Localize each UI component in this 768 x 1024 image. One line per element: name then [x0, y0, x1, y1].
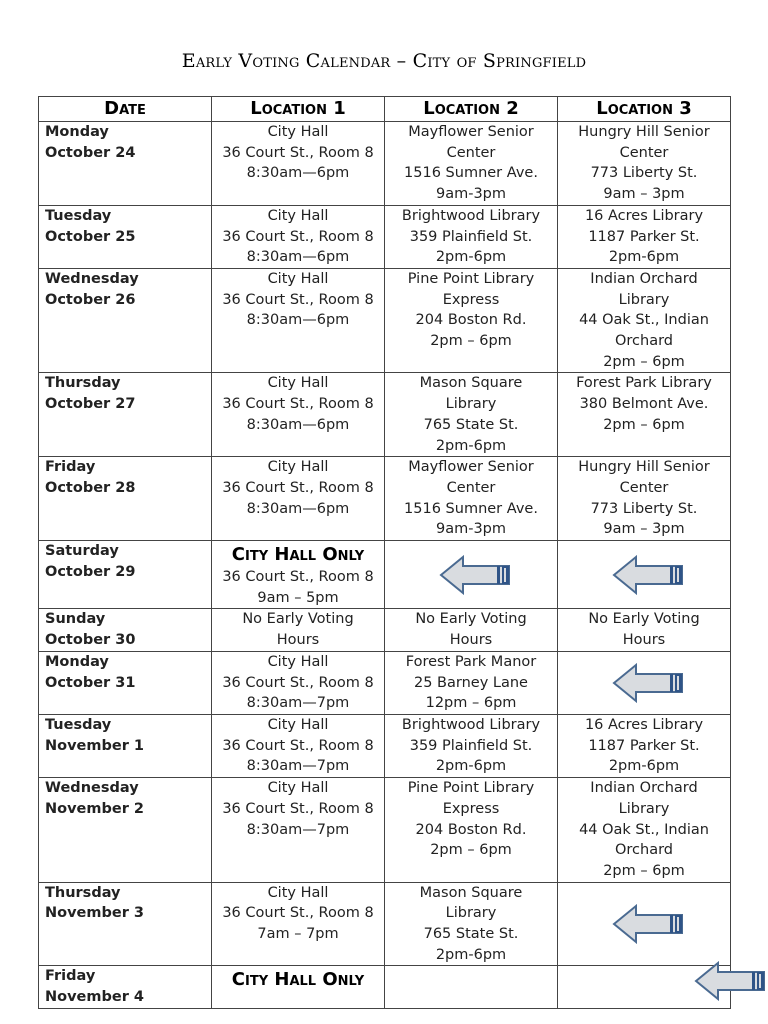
location-3-cell: [558, 457, 731, 541]
location-line: City Hall: [267, 375, 329, 392]
header-location-1: Location 1: [212, 97, 385, 122]
date-value: October 29: [45, 563, 136, 580]
location-line: Hungry Hill Senior: [578, 459, 710, 476]
location-2-cell: [385, 778, 558, 883]
location-line: City Hall: [267, 884, 329, 901]
location-line: 36 Court St., Room 8: [222, 396, 374, 413]
location-line: 36 Court St., Room 8: [222, 228, 374, 245]
location-line: 2pm – 6pm: [430, 333, 512, 350]
table-row: [39, 966, 731, 1008]
date-cell: [39, 268, 212, 373]
location-2-cell: [385, 609, 558, 651]
location-line: No Early Voting: [242, 611, 354, 628]
location-line: City Hall: [267, 207, 329, 224]
early-voting-table: [38, 96, 731, 1009]
location-line: Pine Point Library: [407, 270, 535, 287]
day-name: Tuesday: [45, 716, 112, 733]
day-name: Thursday: [45, 884, 121, 901]
date-value: October 31: [45, 674, 136, 691]
table-row: [39, 268, 731, 373]
header-location-2: Location 2: [385, 97, 558, 122]
location-line: 773 Liberty St.: [590, 165, 698, 182]
location-line: Pine Point Library: [407, 780, 535, 797]
date-value: November 3: [45, 905, 144, 922]
header-date: Date: [39, 97, 212, 122]
location-line: 380 Belmont Ave.: [579, 396, 709, 413]
table-row: [39, 541, 731, 609]
location-line: Mason Square: [419, 375, 523, 392]
location-line: 773 Liberty St.: [590, 500, 698, 517]
location-1-cell: [212, 778, 385, 883]
location-line: 25 Barney Lane: [414, 674, 528, 691]
location-line: 359 Plainfield St.: [409, 737, 533, 754]
table-row: [39, 609, 731, 651]
location-line: Express: [442, 291, 500, 308]
left-arrow-icon: [694, 961, 768, 1001]
location-line: Hours: [276, 632, 320, 649]
location-line: 9am – 3pm: [603, 521, 685, 538]
date-value: October 25: [45, 228, 136, 245]
date-cell: [39, 609, 212, 651]
table-row: [39, 651, 731, 714]
location-2-cell: [385, 122, 558, 206]
location-line: 1516 Sumner Ave.: [404, 500, 538, 517]
location-2-cell: [385, 457, 558, 541]
location-line: 8:30am—6pm: [246, 249, 350, 266]
location-line: Mayflower Senior: [408, 124, 534, 140]
location-3-cell: [558, 268, 731, 373]
left-arrow-icon: [435, 555, 515, 595]
date-cell: [39, 373, 212, 457]
location-line: City Hall: [267, 716, 329, 733]
date-value: October 26: [45, 291, 136, 308]
page-title: Early Voting Calendar – City of Springfield: [181, 50, 587, 72]
location-line: 44 Oak St., Indian: [579, 312, 709, 329]
location-2-cell: [385, 714, 558, 777]
location-line: Center: [446, 144, 496, 161]
table-row: [39, 778, 731, 883]
location-line: Library: [445, 396, 497, 413]
location-2-cell: [385, 373, 558, 457]
location-line: 765 State St.: [423, 416, 519, 433]
location-2-cell: [385, 882, 558, 966]
location-1-cell: [212, 205, 385, 268]
date-cell: [39, 205, 212, 268]
location-line: Center: [619, 479, 669, 496]
date-value: November 4: [45, 989, 144, 1006]
location-line: Mason Square: [419, 884, 523, 901]
location-1-cell: [212, 609, 385, 651]
location-line: 8:30am—7pm: [246, 758, 350, 775]
location-line: Indian Orchard: [590, 780, 698, 797]
location-line: 36 Court St., Room 8: [222, 479, 374, 496]
location-line: 2pm – 6pm: [603, 416, 685, 433]
date-value: October 30: [45, 632, 136, 649]
location-line: 204 Boston Rd.: [415, 312, 527, 329]
location-line: 44 Oak St., Indian: [579, 821, 709, 838]
table-row: [39, 882, 731, 966]
location-line: Mayflower Senior: [408, 459, 534, 476]
location-3-cell: [558, 122, 731, 206]
location-line: 36 Court St., Room 8: [222, 144, 374, 161]
location-line: 2pm-6pm: [608, 249, 680, 266]
location-line: 2pm-6pm: [435, 437, 507, 454]
location-line: 9am – 5pm: [257, 589, 339, 606]
table-row: [39, 373, 731, 457]
header-row: [39, 97, 731, 122]
location-2-cell: [385, 268, 558, 373]
date-value: October 24: [45, 144, 136, 161]
location-line: Forest Park Library: [576, 375, 712, 392]
location-1-cell: [212, 882, 385, 966]
location-line: 2pm – 6pm: [603, 353, 685, 370]
day-name: Monday: [45, 124, 109, 140]
location-line: 36 Court St., Room 8: [222, 737, 374, 754]
location-line: 12pm – 6pm: [425, 695, 517, 712]
location-line: 9am – 3pm: [603, 186, 685, 203]
date-cell: [39, 651, 212, 714]
location-line: 8:30am—6pm: [246, 500, 350, 517]
location-line: Brightwood Library: [401, 207, 541, 224]
location-line: City Hall: [267, 459, 329, 476]
table-row: [39, 122, 731, 206]
location-line: 204 Boston Rd.: [415, 821, 527, 838]
date-value: October 28: [45, 479, 136, 496]
location-line: 8:30am—6pm: [246, 416, 350, 433]
location-line: Forest Park Manor: [405, 653, 537, 670]
location-line: Library: [445, 905, 497, 922]
location-line: 16 Acres Library: [584, 716, 704, 733]
day-name: Monday: [45, 653, 109, 670]
day-name: Friday: [45, 968, 96, 985]
day-name: Thursday: [45, 375, 121, 392]
day-name: Sunday: [45, 611, 106, 628]
location-line: 2pm-6pm: [435, 946, 507, 963]
location-3-cell: [558, 205, 731, 268]
location-1-cell: [212, 714, 385, 777]
location-line: Orchard: [614, 333, 673, 350]
location-3-cell: [558, 778, 731, 883]
location-line: Hungry Hill Senior: [578, 124, 710, 140]
location-line: 36 Court St., Room 8: [222, 674, 374, 691]
location-line: Center: [619, 144, 669, 161]
day-name: Tuesday: [45, 207, 112, 224]
table-row: [39, 714, 731, 777]
date-value: November 1: [45, 737, 144, 754]
location-line: 36 Court St., Room 8: [222, 291, 374, 308]
location-line: 2pm – 6pm: [603, 862, 685, 879]
table-row: [39, 457, 731, 541]
date-value: October 27: [45, 396, 136, 413]
location-line: Hours: [449, 632, 493, 649]
location-line: Express: [442, 800, 500, 817]
location-line: 8:30am—7pm: [246, 695, 350, 712]
day-name: Friday: [45, 459, 96, 476]
date-cell: [39, 966, 212, 1008]
location-line: 2pm-6pm: [435, 758, 507, 775]
location-1-cell: [212, 966, 385, 1008]
location-line: Hours: [622, 632, 666, 649]
table-row: [39, 205, 731, 268]
location-3-cell: [558, 882, 731, 966]
location-line: 765 State St.: [423, 926, 519, 943]
location-1-cell: [212, 122, 385, 206]
location-line: Indian Orchard: [590, 270, 698, 287]
location-line: 2pm – 6pm: [430, 842, 512, 859]
location-2-cell: [385, 541, 558, 609]
location-line: 1516 Sumner Ave.: [404, 165, 538, 182]
date-cell: [39, 778, 212, 883]
date-cell: [39, 882, 212, 966]
location-1-cell: [212, 651, 385, 714]
location-2-cell: [385, 205, 558, 268]
left-arrow-icon: [608, 904, 688, 944]
location-line: Library: [618, 291, 670, 308]
location-line: City Hall: [267, 270, 329, 287]
location-1-cell: [212, 541, 385, 609]
location-line: Library: [618, 800, 670, 817]
location-line: City Hall: [267, 653, 329, 670]
left-arrow-icon: [608, 555, 688, 595]
location-line: 16 Acres Library: [584, 207, 704, 224]
location-line: 36 Court St., Room 8: [222, 800, 374, 817]
location-1-cell: [212, 457, 385, 541]
city-hall-only-heading: City Hall Only: [231, 544, 365, 566]
location-line: City Hall: [267, 124, 329, 140]
date-value: November 2: [45, 800, 144, 817]
location-line: 359 Plainfield St.: [409, 228, 533, 245]
location-line: 8:30am—7pm: [246, 821, 350, 838]
location-3-cell: [558, 609, 731, 651]
location-line: 1187 Parker St.: [588, 228, 700, 245]
location-line: No Early Voting: [415, 611, 527, 628]
left-arrow-icon: [608, 663, 688, 703]
location-3-cell: [558, 651, 731, 714]
location-line: 9am-3pm: [435, 186, 507, 203]
location-2-cell: [385, 966, 558, 1008]
date-cell: [39, 457, 212, 541]
location-line: 1187 Parker St.: [588, 737, 700, 754]
date-cell: [39, 541, 212, 609]
location-3-cell: [558, 714, 731, 777]
location-line: Orchard: [614, 842, 673, 859]
header-location-3: Location 3: [558, 97, 731, 122]
location-line: Center: [446, 479, 496, 496]
location-line: No Early Voting: [588, 611, 700, 628]
location-line: 7am – 7pm: [257, 926, 339, 943]
day-name: Saturday: [45, 543, 119, 560]
location-line: 8:30am—6pm: [246, 312, 350, 329]
location-3-cell: [558, 541, 731, 609]
location-line: 9am-3pm: [435, 521, 507, 538]
city-hall-only-heading: City Hall Only: [231, 969, 365, 991]
location-line: City Hall: [267, 780, 329, 797]
location-line: 2pm-6pm: [435, 249, 507, 266]
date-cell: [39, 122, 212, 206]
location-line: 36 Court St., Room 8: [222, 569, 374, 586]
location-2-cell: [385, 651, 558, 714]
location-line: Brightwood Library: [401, 716, 541, 733]
location-line: 36 Court St., Room 8: [222, 905, 374, 922]
location-line: 2pm-6pm: [608, 758, 680, 775]
day-name: Wednesday: [45, 780, 139, 797]
day-name: Wednesday: [45, 270, 139, 287]
location-1-cell: [212, 373, 385, 457]
location-3-cell: [558, 373, 731, 457]
date-cell: [39, 714, 212, 777]
location-line: 8:30am—6pm: [246, 165, 350, 182]
location-1-cell: [212, 268, 385, 373]
